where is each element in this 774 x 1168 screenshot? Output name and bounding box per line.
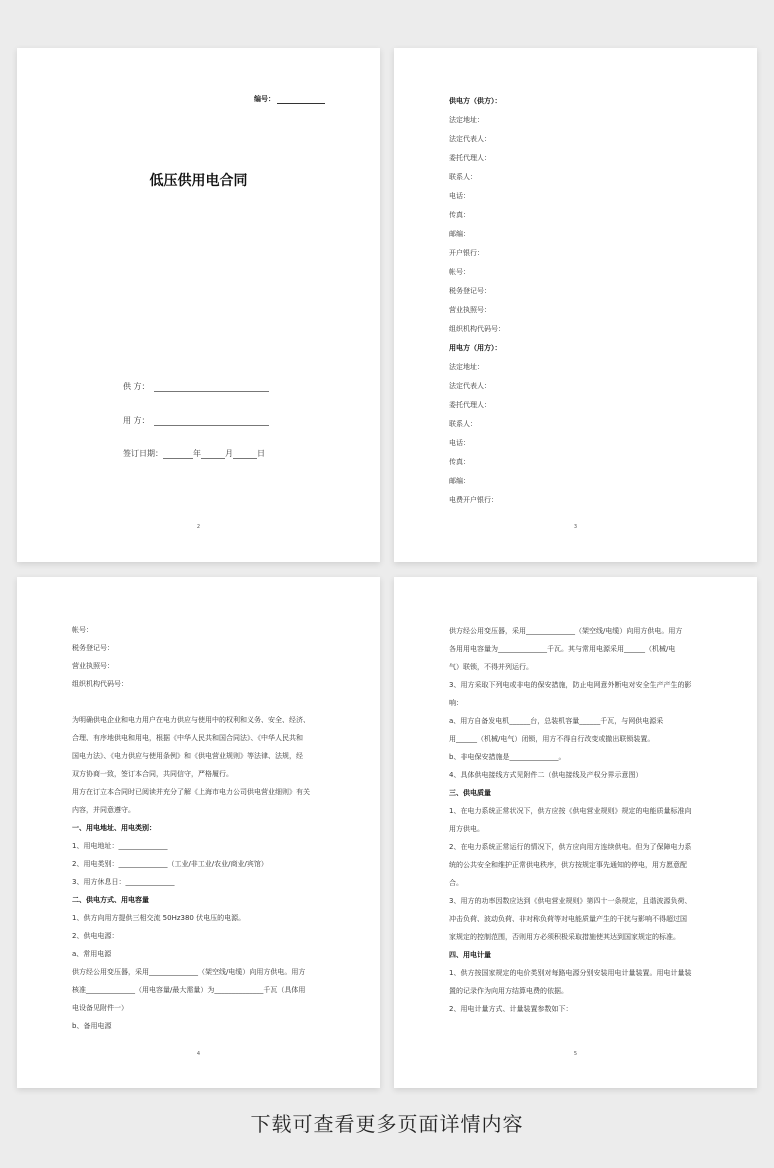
supplier-signature-row	[123, 381, 269, 392]
text-line: b、非电保安措施是______________。	[449, 753, 566, 761]
text-line: 为明确供电企业和电力用户在电力供应与使用中的权利和义务、安全、经济、	[72, 716, 310, 724]
parties-info-page	[394, 48, 757, 562]
text-line: 法定代表人：	[449, 382, 491, 390]
text-line: 用______（机械/电气）闭锁，用方不得自行改变或撤出联锁装置。	[449, 735, 655, 743]
section-heading: 四、用电计量	[449, 951, 491, 959]
text-line: 1、用电地址：______________	[72, 842, 168, 850]
text-line: 供方经公用变压器，采用______________（架空线/电缆）向用方供电。用方	[449, 627, 683, 635]
text-line: 邮编：	[449, 477, 470, 485]
contract-body-page-5	[394, 577, 757, 1088]
page-number: 4	[196, 1051, 201, 1057]
page-number: 2	[196, 524, 201, 530]
text-line: 委托代理人：	[449, 401, 491, 409]
parties-info-lines	[449, 92, 735, 510]
text-line: 2、用电类别：______________（工业/非工业/农业/商业/宾馆）	[72, 860, 268, 868]
page-number: 3	[573, 524, 578, 530]
text-line: a、常用电源	[72, 950, 112, 958]
text-line: 冲击负荷、波动负荷、非对称负荷等对电能质量产生的干扰与影响不得超过国	[449, 915, 687, 923]
page-number: 5	[573, 1051, 578, 1057]
text-line: 1、供方按国家规定的电价类别对每路电源分别安装用电计量装置。用电计量装	[449, 969, 692, 977]
text-line: b、备用电源	[72, 1022, 112, 1030]
text-line: 法定地址：	[449, 116, 484, 124]
text-line: 电费开户银行：	[449, 496, 498, 504]
text-line: 各用用电容量为______________千瓦。其与常用电源采用______（机械/电	[449, 645, 676, 653]
text-line: 用方供电。	[449, 825, 484, 833]
text-line: 法定地址：	[449, 363, 484, 371]
text-line: 内容，并同意遵守。	[72, 806, 135, 814]
supplier-blank	[154, 382, 269, 392]
text-line: 统的公共安全和维护正常供电秩序，供方按规定事先通知的停电，用方愿意配	[449, 861, 687, 869]
text-line: 核准______________（用电容量/最大需量）为______________千瓦（具体用	[72, 986, 306, 994]
text-line: 邮编：	[449, 230, 470, 238]
text-line: 2、供电电源：	[72, 932, 119, 940]
signing-date-row: 签订日期： 年 月 日	[123, 449, 265, 458]
text-line: 传真：	[449, 458, 470, 466]
text-line: 传真：	[449, 211, 470, 219]
text-line: 双方协商一致，签订本合同，共同信守，严格履行。	[72, 770, 233, 778]
section-heading: 一、用电地址、用电类别：	[72, 824, 156, 832]
text-line: 营业执照号：	[72, 662, 114, 670]
text-line: 3、用方的功率因数应达到《供电营业规则》第四十一条规定，且谐波源负荷、	[449, 897, 692, 905]
text-line	[72, 693, 358, 711]
contract-number-label: 编号：	[254, 94, 325, 104]
text-line: 4、具体供电接线方式见附件二（供电接线及产权分界示意图）	[449, 771, 643, 779]
text-line: 家规定的控制范围，否则用方必须积极采取措施使其达到国家规定的标准。	[449, 933, 680, 941]
section-heading: 供电方（供方）：	[449, 97, 502, 105]
text-line: a、用方自备发电机______台，总装机容量______千瓦，与网供电源采	[449, 717, 664, 725]
text-line: 3、用方休息日：______________	[72, 878, 175, 886]
text-line: 税务登记号：	[449, 287, 491, 295]
contract-body-page-4	[17, 577, 380, 1088]
text-line: 组织机构代码号：	[72, 680, 128, 688]
download-more-caption: 下载可查看更多页面详情内容	[250, 1112, 524, 1136]
text-line: 2、在电力系统正常运行的情况下，供方应向用方连续供电。但为了保障电力系	[449, 843, 692, 851]
text-line: 供方经公用变压器，采用______________（架空线/电缆）向用方供电。用方	[72, 968, 306, 976]
section-heading: 三、供电质量	[449, 789, 491, 797]
contract-number-blank	[277, 95, 325, 104]
contract-body-lines	[449, 622, 735, 1018]
text-line: 2、用电计量方式、计量装置参数如下：	[449, 1005, 573, 1013]
text-line: 电话：	[449, 192, 470, 200]
user-blank	[154, 416, 269, 426]
text-line: 税务登记号：	[72, 644, 114, 652]
text-line: 营业执照号：	[449, 306, 491, 314]
text-line: 法定代表人：	[449, 135, 491, 143]
text-line: 组织机构代码号：	[449, 325, 505, 333]
document-title: 低压供用电合同	[149, 173, 248, 189]
supplier-label: 供 方：	[123, 382, 150, 391]
text-line: 联系人：	[449, 173, 477, 181]
text-line: 气）联锁，不得并列运行。	[449, 663, 533, 671]
user-label: 用 方：	[123, 416, 150, 425]
text-line: 电话：	[449, 439, 470, 447]
text-line: 委托代理人：	[449, 154, 491, 162]
section-heading: 用电方（用方）：	[449, 344, 502, 352]
text-line: 用方在订立本合同时已阅读并充分了解《上海市电力公司供电营业细则》有关	[72, 788, 310, 796]
text-line: 合。	[449, 879, 463, 887]
section-heading: 二、供电方式、用电容量	[72, 896, 149, 904]
text-line: 响：	[449, 699, 463, 707]
user-signature-row	[123, 415, 269, 426]
text-line: 合理、有序地供电和用电，根据《中华人民共和国合同法》、《中华人民共和	[72, 734, 303, 742]
text-line: 1、供方向用方提供三相交流 50Hz380 伏电压的电源。	[72, 914, 246, 922]
contract-body-lines	[72, 621, 358, 1035]
text-line: 电设备见附件一）	[72, 1004, 128, 1012]
contract-cover-page	[17, 48, 380, 562]
text-line: 1、在电力系统正常状况下，供方应按《供电营业规则》规定的电能质量标准向	[449, 807, 692, 815]
text-line: 3、用方采取下列电或非电的保安措施，防止电网意外断电对安全生产产生的影	[449, 681, 692, 689]
text-line: 联系人：	[449, 420, 477, 428]
text-line: 帐号：	[72, 626, 93, 634]
text-line: 国电力法》、《电力供应与使用条例》和《供电营业规则》等法律、法规，经	[72, 752, 303, 760]
signing-date-label: 签订日期：	[123, 449, 163, 458]
text-line: 开户银行：	[449, 249, 484, 257]
text-line: 帐号：	[449, 268, 470, 276]
text-line: 置的记录作为向用方结算电费的依据。	[449, 987, 568, 995]
